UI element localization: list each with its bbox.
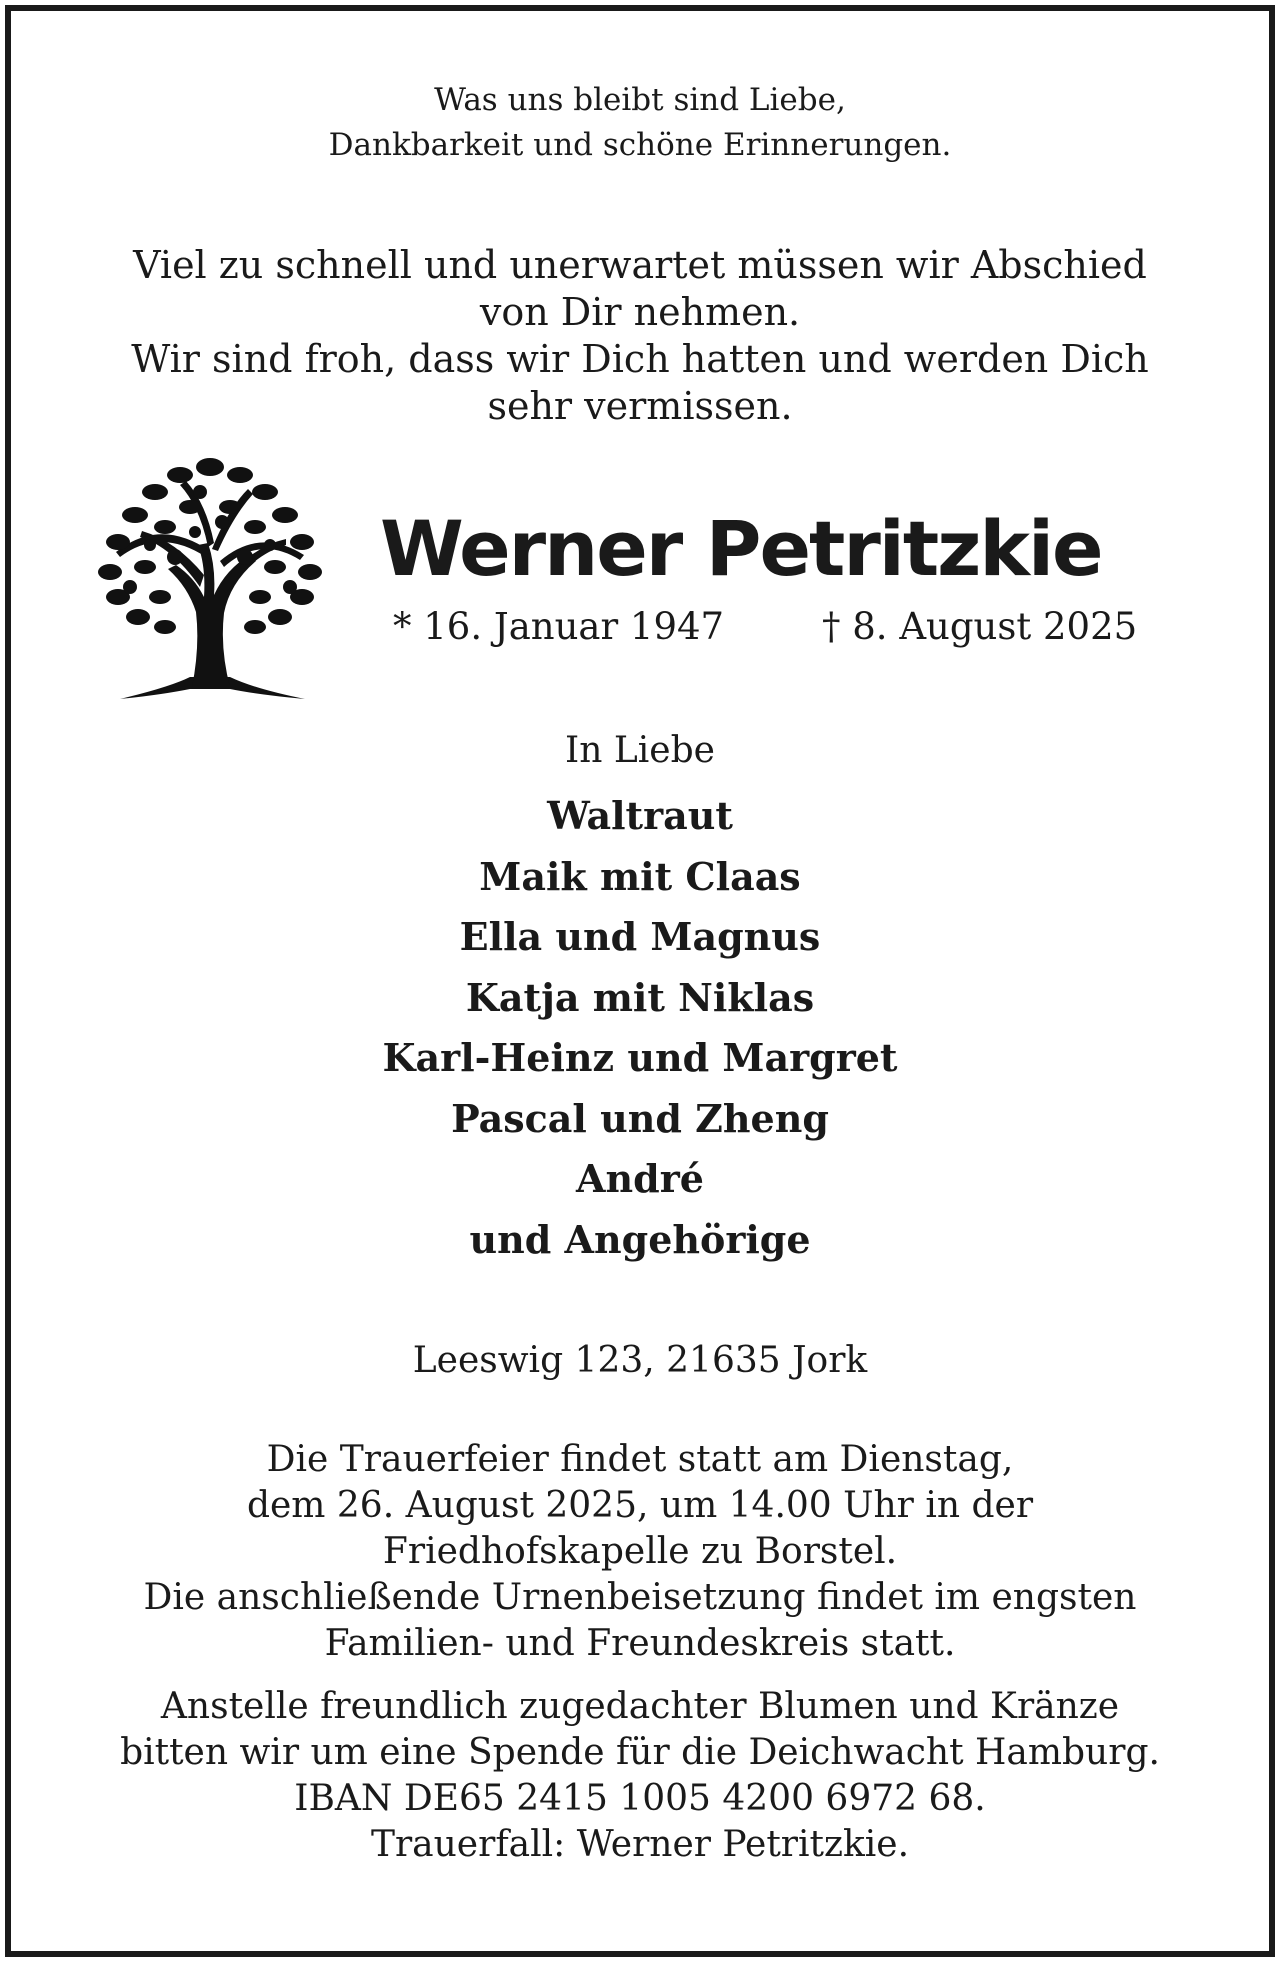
deceased-name: Werner Petritzkie — [380, 504, 1102, 593]
motto — [0, 78, 1280, 168]
donation-line: Trauerfall: Werner Petritzkie. — [370, 1824, 910, 1865]
ceremony-line: dem 26. August 2025, um 14.00 Uhr in der — [246, 1485, 1034, 1526]
ceremony-line: Die anschließende Urnenbeisetzung findet im engsten — [143, 1577, 1137, 1618]
mourner-name: Pascal und Zheng — [451, 1095, 829, 1141]
motto-line: Dankbarkeit und schöne Erinnerungen. — [328, 127, 952, 163]
mourners-list — [0, 786, 1280, 1270]
birth-date: * 16. Januar 1947 — [393, 605, 725, 648]
mourner-name: Karl-Heinz und Margret — [382, 1035, 898, 1080]
mourner-name: Waltraut — [547, 793, 733, 838]
donation-line: Anstelle freundlich zugedachter Blumen und Kränze — [160, 1686, 1120, 1727]
intro-line: Viel zu schnell und unerwartet müssen wir Abschied — [133, 243, 1147, 287]
intro-line: von Dir nehmen. — [479, 290, 801, 334]
apple-tree-icon — [80, 437, 340, 712]
ceremony-line: Friedhofskapelle zu Borstel. — [382, 1531, 898, 1572]
death-date: † 8. August 2025 — [822, 605, 1138, 648]
ceremony-line: Familien- und Freundeskreis statt. — [324, 1623, 956, 1664]
intro-line: sehr vermissen. — [487, 384, 793, 428]
intro-line: Wir sind froh, dass wir Dich hatten und werden Dich — [131, 337, 1149, 381]
mourner-name: Katja mit Niklas — [465, 974, 815, 1020]
mourner-name: und Angehörige — [469, 1216, 811, 1262]
mourner-name: André — [576, 1156, 704, 1201]
in-love-label: In Liebe — [565, 730, 715, 771]
ceremony-info — [0, 1437, 1280, 1667]
mourner-name: Maik mit Claas — [479, 853, 801, 899]
address: Leeswig 123, 21635 Jork — [412, 1340, 868, 1381]
donation-info — [0, 1684, 1280, 1868]
ceremony-line: Die Trauerfeier findet statt am Dienstag, — [266, 1439, 1014, 1480]
donation-line: bitten wir um eine Spende für die Deichwacht Hamburg. — [120, 1732, 1160, 1773]
intro-text — [0, 242, 1280, 430]
motto-line: Was uns bleibt sind Liebe, — [434, 82, 846, 118]
iban-line: IBAN DE65 2415 1005 4200 6972 68. — [294, 1778, 986, 1819]
mourner-name: Ella und Magnus — [459, 914, 821, 959]
